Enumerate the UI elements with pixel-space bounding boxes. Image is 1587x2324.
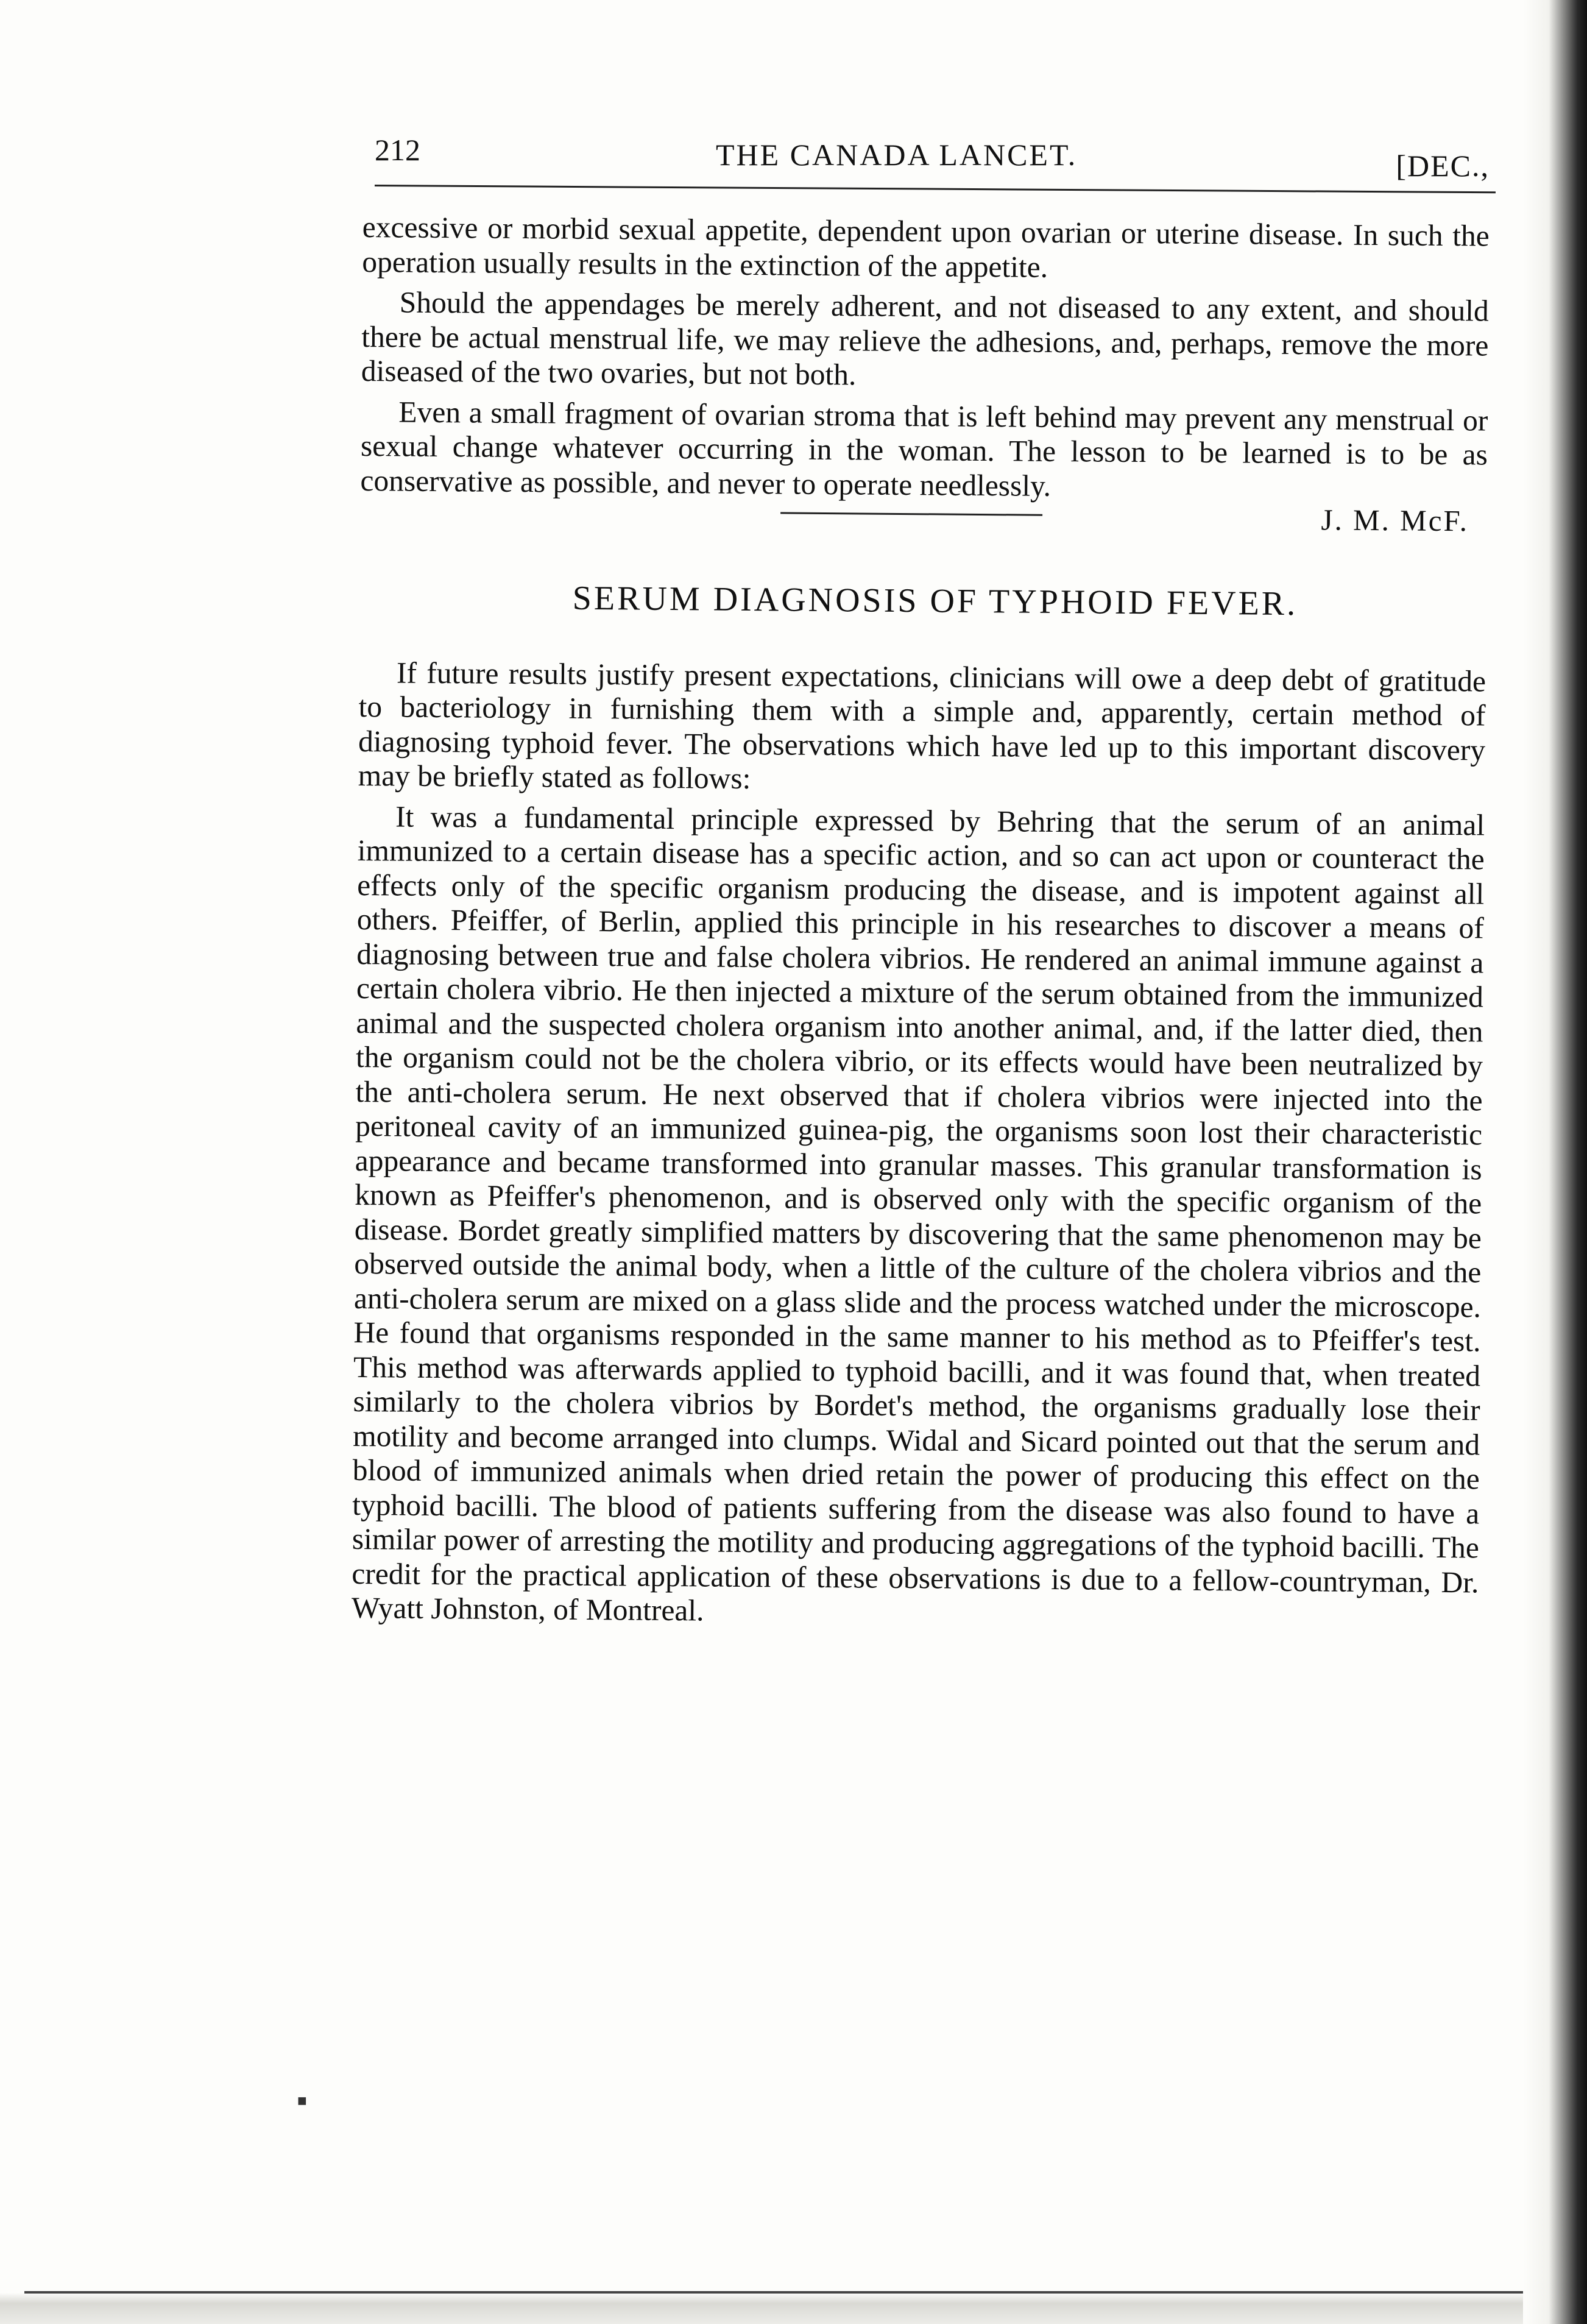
article-title: SERUM DIAGNOSIS OF TYPHOID FEVER. [572, 579, 1298, 623]
separator-rule [780, 512, 1042, 515]
page-body [352, 210, 1490, 1634]
page-bottom-rule [24, 2291, 1535, 2294]
intro-paragraph: excessive or morbid sexual appetite, dependent upon ovarian or uterine disease. In such the operation usually results in the extinction of the appetite. [362, 210, 1490, 284]
intro-paragraph: Even a small fragment of ovarian stroma that is left behind may prevent any menstrual or sexual change whatever occurring in the woman. The lesson to be learned is to be as conservative as possible, and never to operate needlessly. [360, 394, 1488, 503]
book-spine-edge [1523, 0, 1587, 2324]
article-paragraph: If future results justify present expectations, clinicians will owe a deep debt of gratitude to bacteriology in furnishing them with a simple and, apparently, certain method of diagnosing typhoid fever. The observations which have led up to this important discovery may be briefly stated as follows: [358, 655, 1486, 796]
page-header [375, 125, 1490, 183]
intro-paragraph: Should the appendages be merely adherent, and not diseased to any extent, and should there be actual menstrual life, we may relieve the adhesions, and, perhaps, remove the more diseased of the two ovaries, but not both. [361, 285, 1489, 392]
page-bottom-edge [0, 2255, 1587, 2324]
article-paragraph: It was a fundamental principle expressed by Behring that the serum of an animal immunized to a certain disease has a specific action, and so can act upon or counteract the effects only of the specific organism producing the disease, and is impotent against all others. Pfeiffer, of Berlin, applied this principle in his researches to discover a means of diagnosing between true and false cholera vibrios. He rendered an animal immune against a certain cholera vibrio. He then injected a mixture of the serum obtained from the immunized animal and the suspected cholera organism into another animal, and, if the latter died, then the organism could not be the cholera vibrio, or its effects would have been neutralized by the anti-cholera serum. He next observed that if cholera vibrios were injected into the peritoneal cavity of an immunized guinea-pig, the organisms soon lost their characteristic appearance and became transformed into granular masses. This granular transformation is known as Pfeiffer's phenomenon, and is observed only with the specific organism of the disease. Bordet greatly simplified matters by discovering that the same phenomenon may be observed outside the animal body, when a little of the culture of the cholera vibrios and the anti-cholera serum are mixed on a glass slide and the process watched under the microscope. He found that organisms responded in the same manner to his method as to Pfeiffer's test. This method was afterwards applied to typhoid bacilli, and it was found that, when treated similarly to the cholera vibrios by Bordet's method, the organisms gradually lose their motility and become arranged into clumps. Widal and Sicard pointed out that the serum and blood of immunized animals when dried retain the power of producing this effect on the typhoid bacilli. The blood of patients suffering from the disease was also found to have a similar power of arresting the motility and producing aggregations of the typhoid bacilli. The credit for the practical application of these observations is due to a fellow-countryman, Dr. Wyatt Johnston, of Montreal. [351, 799, 1485, 1628]
ink-speck: ■ [297, 2092, 307, 2110]
author-signature: J. M. McF. [1321, 503, 1469, 538]
page-number: 212 [375, 133, 420, 167]
running-title: THE CANADA LANCET. [716, 138, 1078, 172]
header-rule [375, 185, 1496, 193]
issue-month: [DEC., [1396, 149, 1490, 183]
